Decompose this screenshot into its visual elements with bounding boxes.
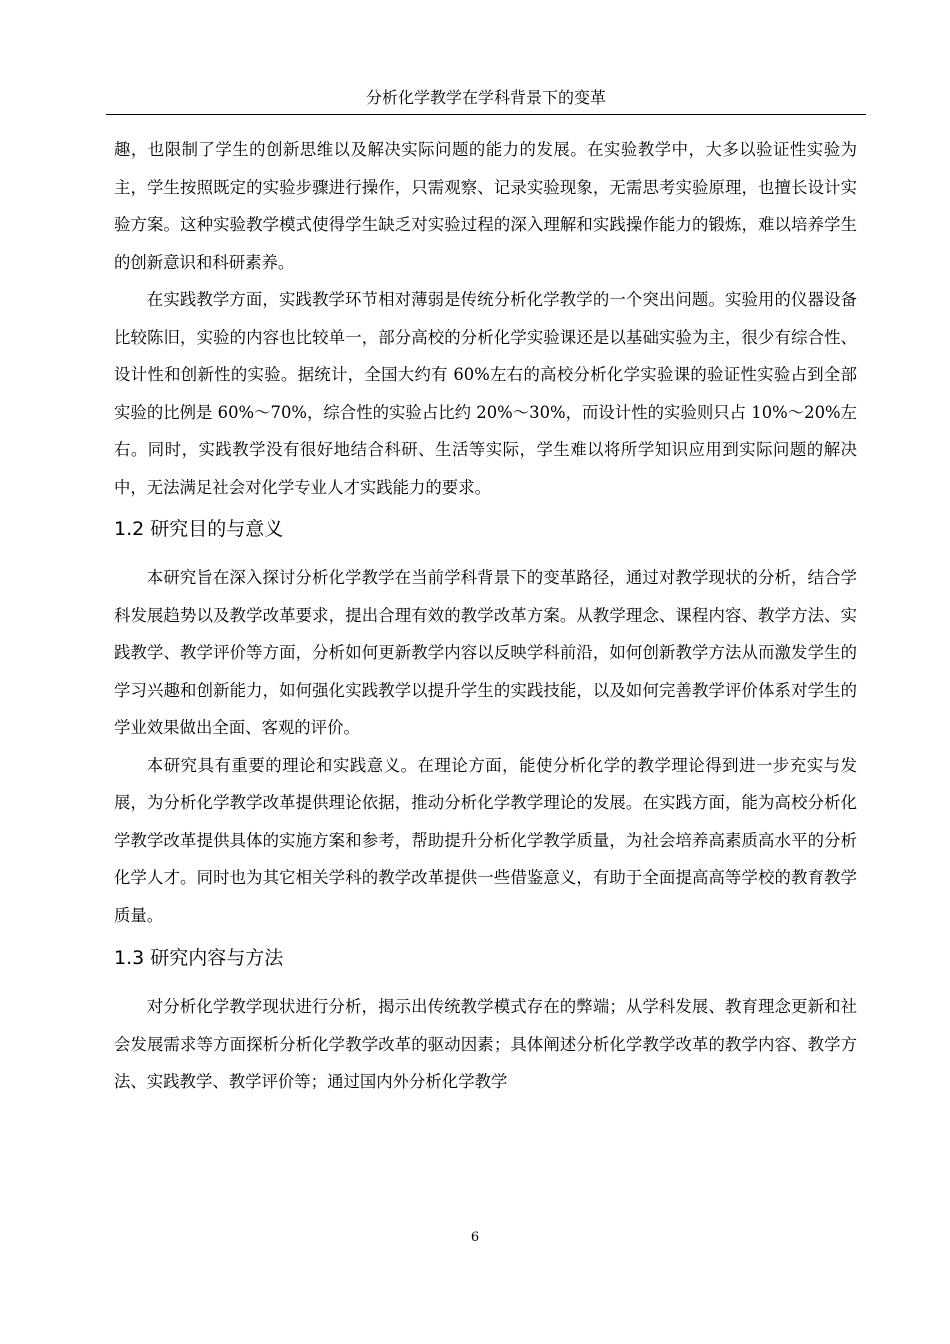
header-rule (106, 114, 866, 115)
paragraph-practice-teaching: 在实践教学方面，实践教学环节相对薄弱是传统分析化学教学的一个突出问题。实验用的仪器设备比较陈旧，实验的内容也比较单一，部分高校的分析化学实验课还是以基础实验为主，很少有综合性、设计性和创新性的实验。据统计，全国大约有 60%左右的高校分析化学实验课的验证性实验占到全部实验的比例是 60%～70%，综合性的实验占比约 20%～30%，而设计性的实验则只占 10%～20%左右。同时，实践教学没有很好地结合科研、生活等实际，学生难以将所学知识应用到实际问题的解决中，无法满足社会对化学专业人才实践能力的要求。 (114, 290, 857, 497)
paragraph-research-purpose: 本研究旨在深入探讨分析化学教学在当前学科背景下的变革路径，通过对教学现状的分析，结合学科发展趋势以及教学改革要求，提出合理有效的教学改革方案。从教学理念、课程内容、教学方法、实践教学、教学评价等方面，分析如何更新教学内容以反映学科前沿，如何创新教学方法从而激发学生的学习兴趣和创新能力，如何强化实践教学以提升学生的实践技能，以及如何完善教学评价体系对学生的学业效果做出全面、客观的评价。 (114, 568, 857, 737)
paragraph-research-significance: 本研究具有重要的理论和实践意义。在理论方面，能使分析化学的教学理论得到进一步充实与发展，为分析化学教学改革提供理论依据，推动分析化学教学理论的发展。在实践方面，能为高校分析化学教学改革提供具体的实施方案和参考，帮助提升分析化学教学质量，为社会培养高素质高水平的分析化学人才。同时也为其它相关学科的教学改革提供一些借鉴意义，有助于全面提高高等学校的教育教学质量。 (114, 755, 857, 925)
paragraph-research-content: 对分析化学教学现状进行分析，揭示出传统教学模式存在的弊端；从学科发展、教育理念更新和社会发展需求等方面探析分析化学教学改革的驱动因素；具体阐述分析化学教学改革的教学内容、教学方法、实践教学、教学评价等；通过国内外分析化学教学 (114, 997, 857, 1091)
section-heading-1-2: 1.2 研究目的与意义 (114, 518, 284, 540)
page-number: 6 (470, 1230, 480, 1245)
paragraph-continuation: 趣，也限制了学生的创新思维以及解决实际问题的能力的发展。在实验教学中，大多以验证性实验为主，学生按照既定的实验步骤进行操作，只需观察、记录实验现象，无需思考实验原理，也擅长设计实验方案。这种实验教学模式使得学生缺乏对实验过程的深入理解和实践操作能力的锻炼，难以培养学生的创新意识和科研素养。 (114, 140, 857, 272)
section-heading-1-3: 1.3 研究内容与方法 (114, 947, 284, 969)
running-header: 分析化学教学在学科背景下的变革 (365, 88, 606, 107)
body-content (114, 131, 857, 1101)
